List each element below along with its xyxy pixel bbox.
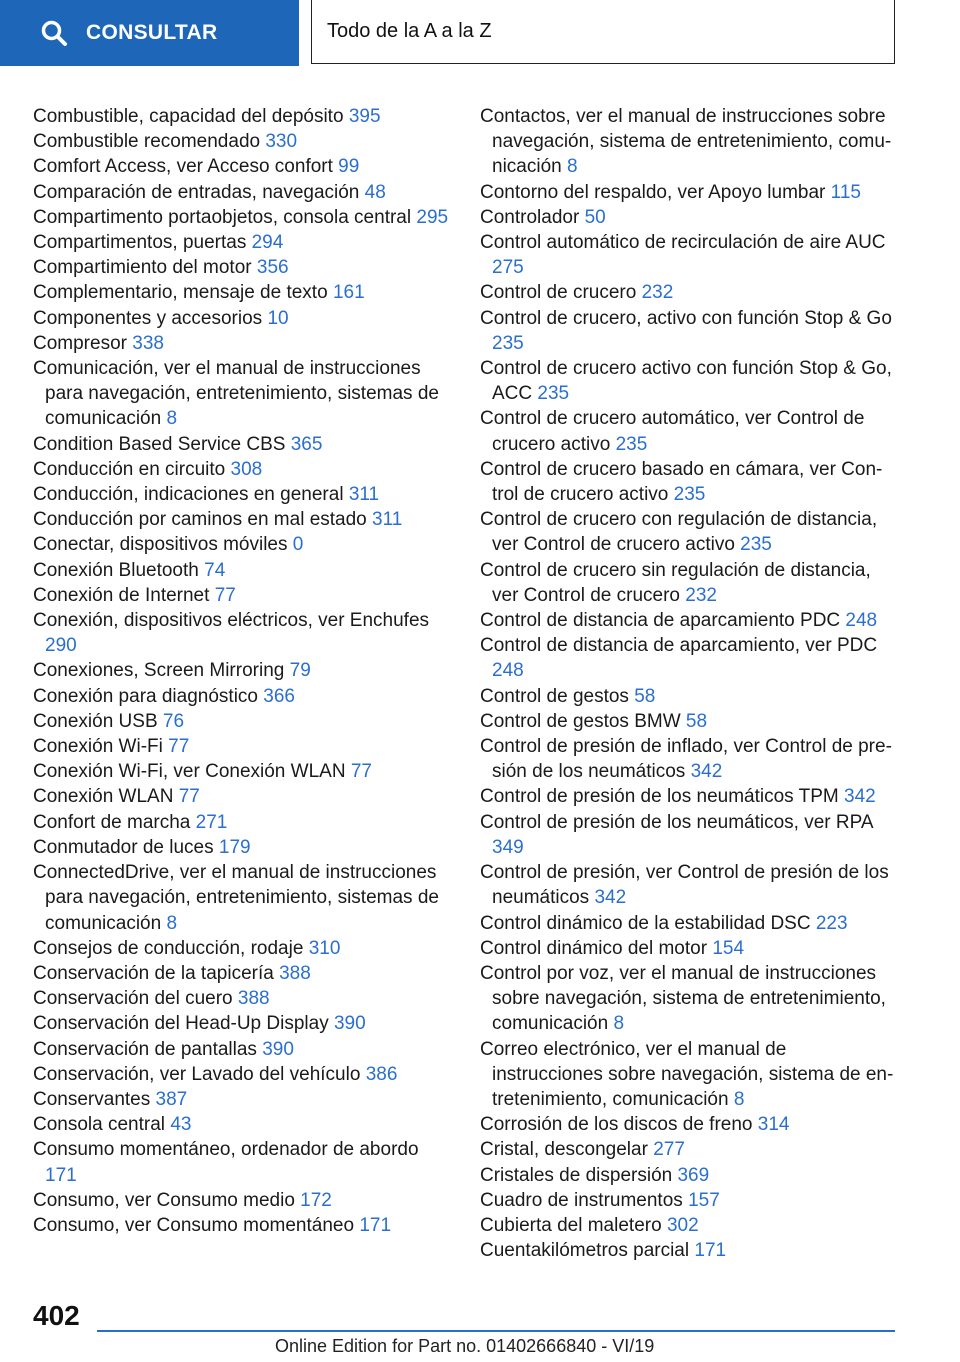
page-link[interactable]: 356 bbox=[256, 257, 289, 279]
page-number: 402 bbox=[33, 1300, 80, 1331]
index-entry bbox=[33, 482, 453, 507]
page-link[interactable]: 235 bbox=[537, 383, 570, 405]
page-link[interactable]: 342 bbox=[844, 786, 876, 808]
page-link[interactable]: 302 bbox=[666, 1214, 699, 1236]
index-entry bbox=[33, 432, 453, 457]
index-entry bbox=[33, 835, 453, 860]
index-entry bbox=[33, 1137, 453, 1187]
index-column-left bbox=[33, 104, 453, 1238]
index-term: Conexión Bluetooth bbox=[33, 559, 199, 581]
index-term: Conservación, ver Lavado del vehículo bbox=[33, 1063, 361, 1085]
index-entry bbox=[480, 784, 900, 809]
index-entry bbox=[33, 936, 453, 961]
index-term: ConnectedDrive, ver el manual de instrucciones para navegación, entretenimiento, sistemas de comunicación bbox=[33, 862, 439, 934]
page-link[interactable]: 172 bbox=[300, 1189, 332, 1211]
index-term: Conservación del cuero bbox=[33, 988, 233, 1010]
page-link[interactable]: 8 bbox=[166, 408, 178, 430]
index-entry bbox=[33, 1188, 453, 1213]
index-term: Confort de marcha bbox=[33, 811, 191, 833]
index-term: Conmutador de luces bbox=[33, 836, 214, 858]
page-link[interactable]: 10 bbox=[267, 307, 289, 329]
index-term: Conectar, dispositivos móviles bbox=[33, 534, 288, 556]
page-link[interactable]: 223 bbox=[815, 912, 848, 934]
index-term: Control de crucero sin regulación de distancia, ver Control de crucero bbox=[480, 559, 871, 606]
index-term: Conexión para diagnóstico bbox=[33, 685, 258, 707]
index-term: Corrosión de los discos de freno bbox=[480, 1114, 753, 1136]
page-link[interactable]: 77 bbox=[350, 761, 372, 783]
index-term: Consumo, ver Consumo momentáneo bbox=[33, 1214, 355, 1236]
index-entry bbox=[480, 406, 900, 456]
page-link[interactable]: 232 bbox=[641, 282, 674, 304]
index-entry bbox=[33, 684, 453, 709]
index-term: Contorno del respaldo, ver Apoyo lumbar bbox=[480, 181, 826, 203]
index-term: Cuentakilómetros parcial bbox=[480, 1240, 690, 1262]
index-entry bbox=[480, 936, 900, 961]
index-entry bbox=[33, 331, 453, 356]
index-entry bbox=[480, 457, 900, 507]
page-link[interactable]: 387 bbox=[155, 1088, 188, 1110]
page-link[interactable]: 390 bbox=[333, 1013, 366, 1035]
index-term: Combustible recomendado bbox=[33, 131, 261, 153]
index-term: Control de distancia de aparcamiento, ver PDC bbox=[480, 635, 878, 657]
index-entry bbox=[480, 1112, 900, 1137]
index-term: Consumo momentáneo, ordenador de abordo bbox=[33, 1139, 419, 1161]
index-entry bbox=[33, 860, 453, 936]
index-entry bbox=[33, 205, 453, 230]
index-term: Control por voz, ver el manual de instrucciones sobre navegación, sistema de entretenimiento, comunicación bbox=[480, 962, 886, 1035]
page-link[interactable]: 171 bbox=[694, 1240, 727, 1262]
index-term: Control de crucero con regulación de distancia, ver Control de crucero activo bbox=[480, 509, 878, 556]
page-link[interactable]: 8 bbox=[613, 1013, 625, 1035]
index-entry bbox=[33, 709, 453, 734]
index-entry bbox=[480, 911, 900, 936]
page-link[interactable]: 290 bbox=[45, 635, 77, 657]
index-entry bbox=[33, 784, 453, 809]
page-link[interactable]: 235 bbox=[492, 332, 524, 354]
index-term: Conducción, indicaciones en general bbox=[33, 484, 344, 506]
index-term: Comparación de entradas, navegación bbox=[33, 181, 360, 203]
index-term: Cubierta del maletero bbox=[480, 1214, 662, 1236]
index-entry bbox=[480, 860, 900, 910]
index-column-right bbox=[480, 104, 900, 1263]
index-term: Conexión de Internet bbox=[33, 584, 210, 606]
consult-button[interactable] bbox=[0, 0, 299, 66]
index-entry bbox=[480, 180, 900, 205]
page-link[interactable]: 366 bbox=[263, 685, 295, 707]
index-term: Complementario, mensaje de texto bbox=[33, 282, 328, 304]
index-entry bbox=[480, 810, 900, 860]
index-entry bbox=[33, 608, 453, 658]
index-term: Cristal, descongelar bbox=[480, 1139, 648, 1161]
index-entry bbox=[480, 1188, 900, 1213]
index-term: Conexión Wi-Fi, ver Conexión WLAN bbox=[33, 761, 346, 783]
page-link[interactable]: 58 bbox=[685, 710, 708, 732]
index-entry bbox=[480, 1213, 900, 1238]
index-entry bbox=[480, 280, 900, 305]
index-entry bbox=[33, 558, 453, 583]
index-term: Control dinámico de la estabilidad DSC bbox=[480, 912, 811, 934]
index-term: Conexión WLAN bbox=[33, 786, 174, 808]
index-entry bbox=[33, 532, 453, 557]
index-term: Conexión, dispositivos eléctricos, ver Enchufes bbox=[33, 610, 430, 632]
index-term: Control de crucero, activo con función Stop & Go bbox=[480, 307, 892, 329]
index-entry bbox=[33, 759, 453, 784]
page-link[interactable]: 338 bbox=[132, 332, 164, 354]
page-link[interactable]: 365 bbox=[290, 433, 323, 455]
page-link[interactable]: 77 bbox=[168, 736, 190, 758]
page-link[interactable]: 308 bbox=[230, 458, 263, 480]
index-term: Control de crucero automático, ver Control de crucero activo bbox=[480, 408, 865, 455]
index-entry bbox=[33, 180, 453, 205]
index-term: Condition Based Service CBS bbox=[33, 433, 286, 455]
index-entry bbox=[480, 1137, 900, 1162]
page-link[interactable]: 74 bbox=[204, 559, 226, 581]
page-link[interactable]: 154 bbox=[712, 937, 745, 959]
index-term: Consejos de conducción, rodaje bbox=[33, 937, 304, 959]
index-term: Conexiones, Screen Mirroring bbox=[33, 660, 285, 682]
page-link[interactable]: 76 bbox=[162, 710, 185, 732]
page-link[interactable]: 388 bbox=[237, 988, 270, 1010]
index-term: Correo electrónico, ver el manual de instrucciones sobre navegación, sistema de entretenimiento, comunicación bbox=[480, 1038, 894, 1110]
edition-note: Online Edition for Part no. 01402666840 - VI/19 bbox=[275, 1336, 655, 1356]
index-term: Control de presión de los neumáticos TPM bbox=[480, 786, 839, 808]
page-link[interactable]: 0 bbox=[292, 534, 304, 556]
page-link[interactable]: 349 bbox=[492, 836, 524, 858]
page-link[interactable]: 275 bbox=[492, 257, 524, 279]
index-entry bbox=[480, 205, 900, 230]
tab-a-to-z[interactable] bbox=[311, 0, 895, 64]
page-link[interactable]: 8 bbox=[567, 156, 578, 178]
index-term: Conducción por caminos en mal estado bbox=[33, 509, 367, 531]
page-link[interactable]: 295 bbox=[416, 206, 449, 228]
index-entry bbox=[33, 1112, 453, 1137]
index-entry bbox=[480, 1238, 900, 1263]
index-entry bbox=[33, 1213, 453, 1238]
page-link[interactable]: 314 bbox=[757, 1114, 790, 1136]
consult-label: CONSULTAR bbox=[86, 21, 218, 44]
index-entry bbox=[33, 1062, 453, 1087]
page-link[interactable]: 311 bbox=[348, 484, 380, 506]
index-entry bbox=[33, 507, 453, 532]
index-term: Controlador bbox=[480, 206, 580, 228]
page-link[interactable]: 271 bbox=[195, 811, 228, 833]
page-link[interactable]: 171 bbox=[45, 1164, 77, 1186]
page-link[interactable]: 330 bbox=[265, 131, 298, 153]
index-entry bbox=[33, 986, 453, 1011]
index-term: Control de crucero basado en cámara, ver Control de crucero activo bbox=[480, 458, 883, 506]
page-link[interactable]: 235 bbox=[740, 534, 772, 556]
page-link[interactable]: 342 bbox=[594, 887, 627, 909]
index-term: Control de gestos bbox=[480, 685, 629, 707]
index-entry bbox=[480, 961, 900, 1037]
page-link[interactable]: 310 bbox=[308, 937, 341, 959]
index-term: Consola central bbox=[33, 1114, 166, 1136]
page-link[interactable]: 369 bbox=[677, 1164, 710, 1186]
index-entry bbox=[33, 280, 453, 305]
index-term: Control de gestos BMW bbox=[480, 710, 681, 732]
page-link[interactable]: 58 bbox=[634, 685, 656, 707]
index-entry bbox=[480, 306, 900, 356]
index-entry bbox=[33, 1011, 453, 1036]
page-link[interactable]: 248 bbox=[845, 610, 878, 632]
footer-divider bbox=[97, 1330, 895, 1332]
index-term: Combustible, capacidad del depósito bbox=[33, 106, 344, 127]
tab-a-to-z-label: Todo de la A a la Z bbox=[327, 20, 492, 42]
page-link[interactable]: 232 bbox=[685, 584, 717, 606]
page-link[interactable]: 77 bbox=[214, 584, 236, 606]
page-link[interactable]: 99 bbox=[338, 156, 360, 178]
index-entry bbox=[33, 734, 453, 759]
index-entry bbox=[33, 154, 453, 179]
index-term: Conexión USB bbox=[33, 710, 158, 732]
page-link[interactable]: 8 bbox=[166, 912, 178, 934]
page-link[interactable]: 342 bbox=[690, 761, 723, 783]
page-link[interactable]: 48 bbox=[364, 181, 386, 203]
index-entry bbox=[480, 1163, 900, 1188]
index-term: Compartimento portaobjetos, consola central bbox=[33, 206, 412, 228]
search-icon bbox=[40, 19, 68, 47]
index-term: Contactos, ver el manual de instrucciones sobre navegación, sistema de entretenimiento, comunicación bbox=[480, 106, 892, 178]
index-entry bbox=[33, 810, 453, 835]
index-entry bbox=[480, 558, 900, 608]
page-link[interactable]: 386 bbox=[365, 1063, 398, 1085]
index-entry bbox=[480, 709, 900, 734]
page-link[interactable]: 171 bbox=[359, 1214, 392, 1236]
index-term: Control automático de recirculación de aire AUC bbox=[480, 232, 886, 254]
index-term: Control de presión de inflado, ver Control de presión de los neumáticos bbox=[480, 736, 892, 783]
index-term: Control de crucero bbox=[480, 282, 637, 304]
index-entry bbox=[33, 658, 453, 683]
index-entry bbox=[33, 104, 453, 129]
page-link[interactable]: 294 bbox=[251, 232, 284, 254]
index-entry bbox=[480, 356, 900, 406]
index-term: Consumo, ver Consumo medio bbox=[33, 1189, 295, 1211]
index-term: Conservación de la tapicería bbox=[33, 962, 274, 984]
index-term: Componentes y accesorios bbox=[33, 307, 263, 329]
index-term: Comunicación, ver el manual de instrucciones para navegación, entretenimiento, sistemas de comunicación bbox=[33, 358, 439, 430]
index-term: Conexión Wi-Fi bbox=[33, 736, 163, 758]
index-entry bbox=[33, 306, 453, 331]
index-term: Cuadro de instrumentos bbox=[480, 1189, 683, 1211]
index-entry bbox=[480, 507, 900, 557]
index-entry bbox=[480, 230, 900, 280]
index-term: Compresor bbox=[33, 332, 127, 354]
index-term: Conducción en circuito bbox=[33, 458, 226, 480]
page-link[interactable]: 395 bbox=[348, 106, 381, 127]
index-term: Control de distancia de aparcamiento PDC bbox=[480, 610, 841, 632]
page-link[interactable]: 390 bbox=[262, 1038, 294, 1060]
page-link[interactable]: 277 bbox=[653, 1139, 685, 1161]
index-term: Compartimiento del motor bbox=[33, 257, 252, 279]
index-entry bbox=[480, 684, 900, 709]
page-link[interactable]: 8 bbox=[733, 1088, 745, 1110]
index-term: Cristales de dispersión bbox=[480, 1164, 673, 1186]
index-entry bbox=[480, 104, 900, 180]
page-link[interactable]: 79 bbox=[289, 660, 311, 682]
index-entry bbox=[33, 1037, 453, 1062]
page-link[interactable]: 43 bbox=[170, 1114, 192, 1136]
index-entry bbox=[33, 255, 453, 280]
index-term: Control de presión, ver Control de presión de los neumáticos bbox=[480, 862, 889, 909]
index-entry bbox=[33, 356, 453, 432]
page-link[interactable]: 50 bbox=[584, 206, 606, 228]
index-entry bbox=[33, 129, 453, 154]
index-term: Control dinámico del motor bbox=[480, 937, 708, 959]
index-term: Conservación del Head-Up Display bbox=[33, 1013, 329, 1035]
page-link[interactable]: 388 bbox=[279, 962, 311, 984]
page-link[interactable]: 235 bbox=[673, 484, 706, 506]
page-link[interactable]: 77 bbox=[178, 786, 200, 808]
index-term: Control de crucero activo con función Stop & Go, ACC bbox=[480, 358, 892, 405]
page-link[interactable]: 161 bbox=[332, 282, 365, 304]
page-link[interactable]: 157 bbox=[688, 1189, 720, 1211]
index-entry bbox=[33, 961, 453, 986]
index-entry bbox=[33, 457, 453, 482]
index-entry bbox=[480, 1037, 900, 1113]
page-link[interactable]: 235 bbox=[615, 433, 648, 455]
page-link[interactable]: 248 bbox=[492, 660, 524, 682]
page-link[interactable]: 311 bbox=[372, 509, 403, 531]
index-entry bbox=[480, 608, 900, 633]
index-term: Conservación de pantallas bbox=[33, 1038, 257, 1060]
page-link[interactable]: 115 bbox=[830, 181, 861, 203]
index-term: Conservantes bbox=[33, 1088, 151, 1110]
index-term: Compartimentos, puertas bbox=[33, 232, 247, 254]
header bbox=[0, 0, 960, 66]
index-entry bbox=[480, 633, 900, 683]
index-entry bbox=[33, 583, 453, 608]
index-entry bbox=[33, 1087, 453, 1112]
index-entry bbox=[480, 734, 900, 784]
index-entry bbox=[33, 230, 453, 255]
page-link[interactable]: 179 bbox=[218, 836, 251, 858]
index-term: Comfort Access, ver Acceso confort bbox=[33, 156, 333, 178]
index-term: Control de presión de los neumáticos, ver RPA bbox=[480, 811, 873, 833]
